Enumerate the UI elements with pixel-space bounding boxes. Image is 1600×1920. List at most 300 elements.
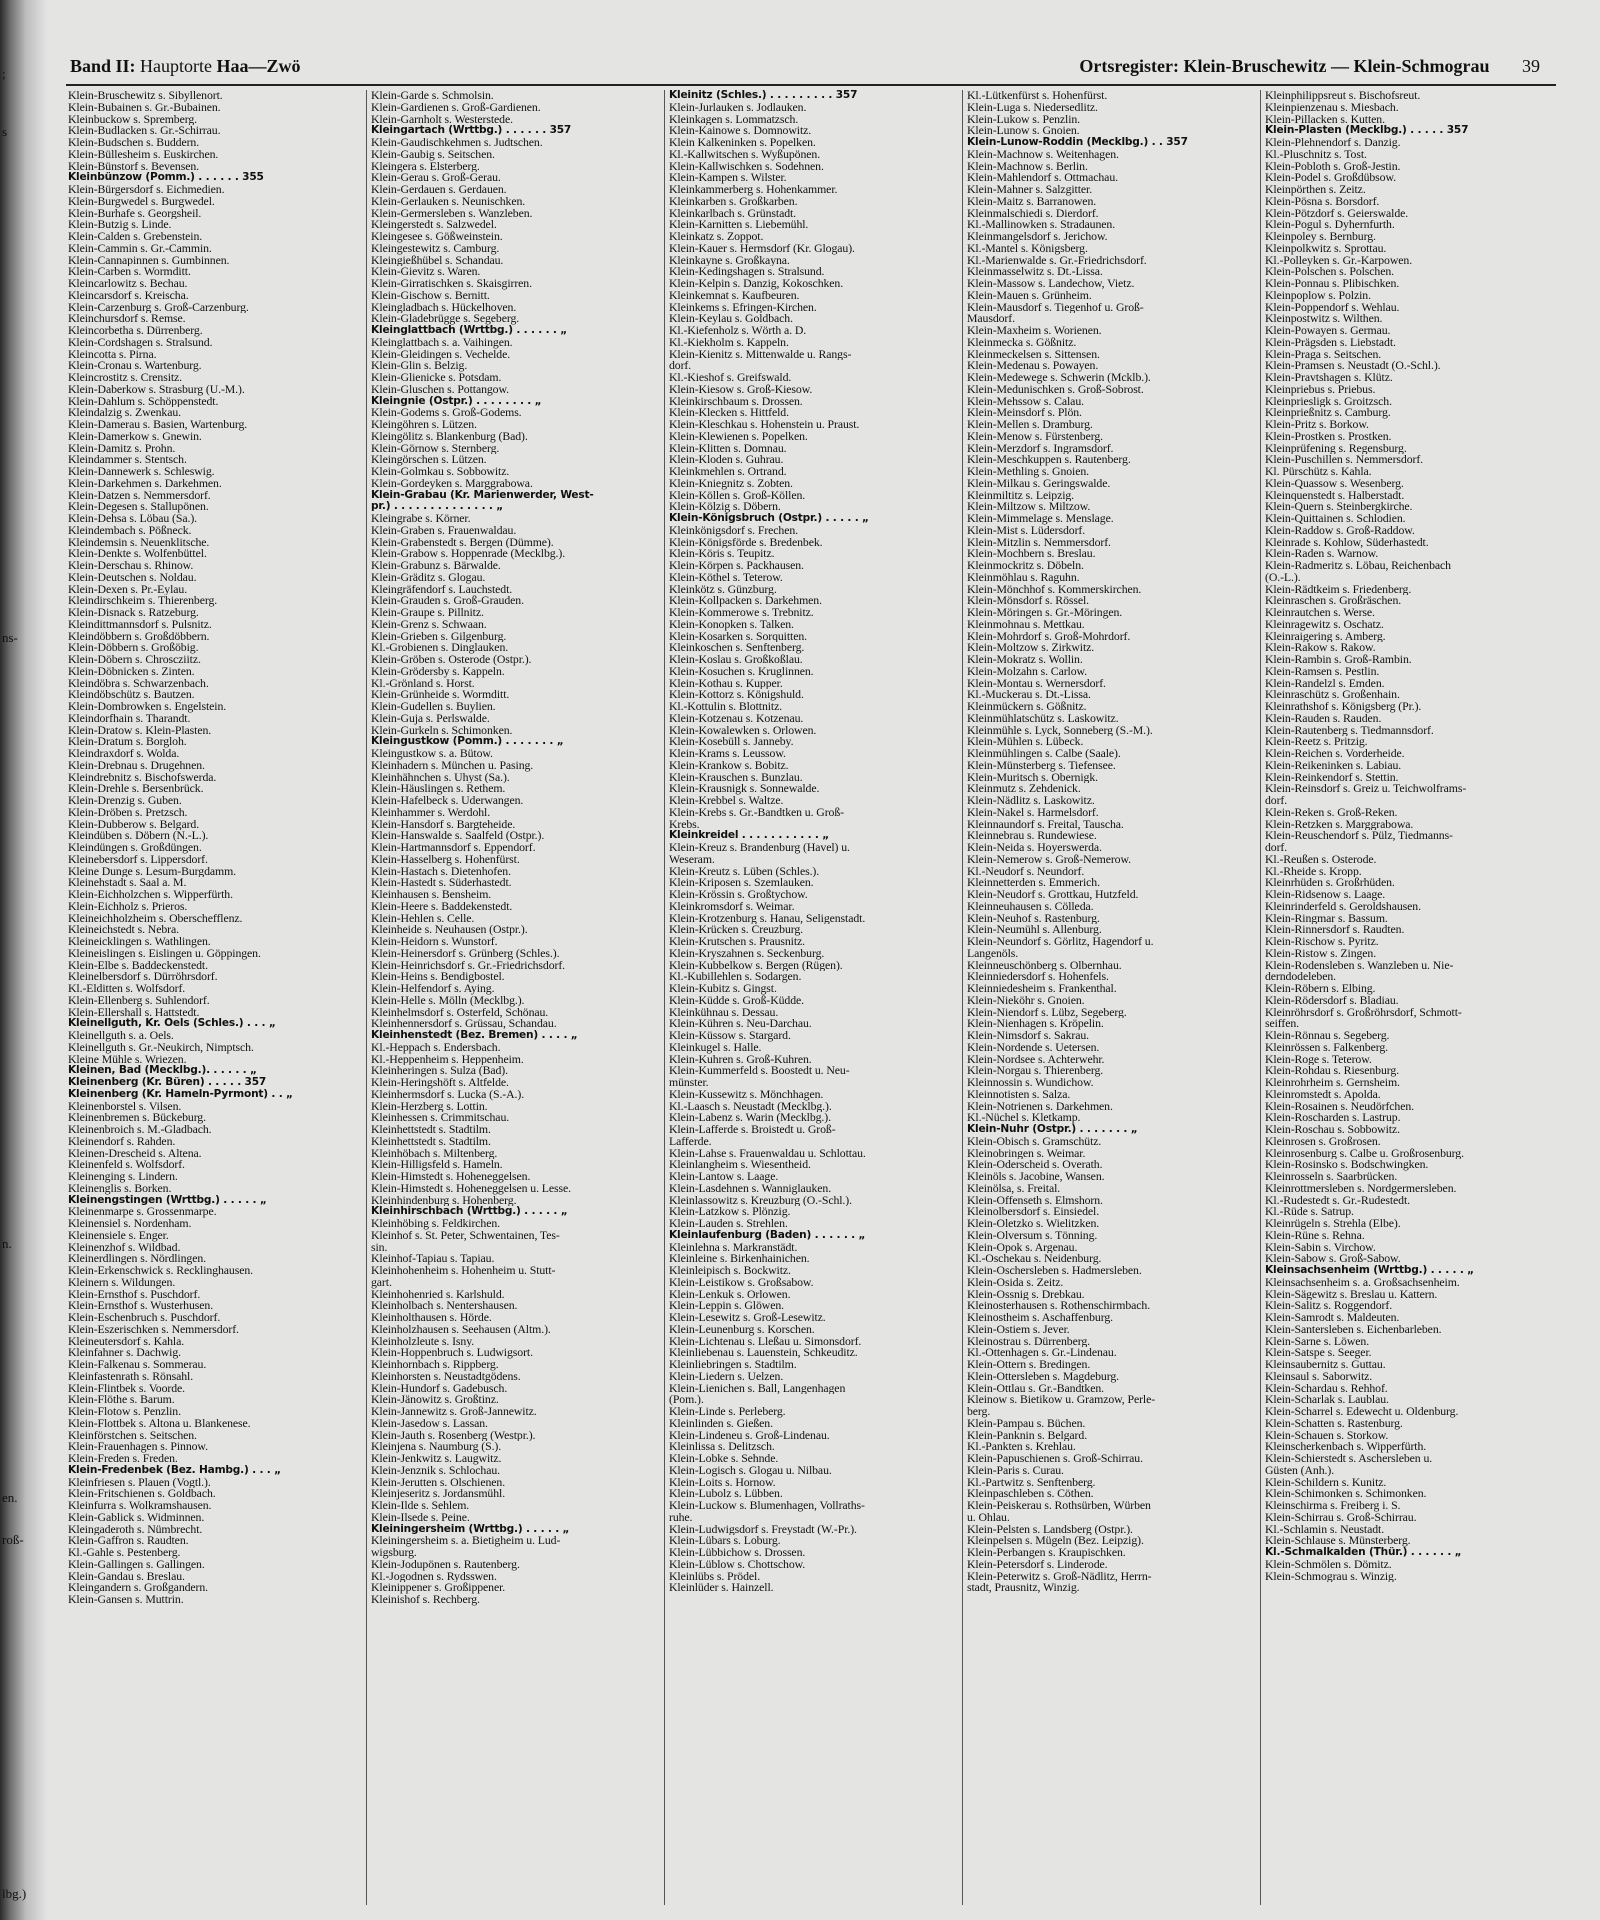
index-entry: Klein-Peterwitz s. Groß-Nädlitz, Herrn- — [967, 1570, 1152, 1583]
index-entry: Klein-Jauth s. Rosenberg (Westpr.). — [371, 1429, 536, 1442]
index-entry: Kleinrosseln s. Saarbrücken. — [1265, 1171, 1398, 1183]
index-entry: Klein-Kniegnitz s. Zobten. — [669, 477, 793, 490]
index-entry: Klein-Gröben s. Osterode (Ostpr.). — [371, 654, 532, 666]
index-entry: Klein-Mitzlin s. Nemmersdorf. — [967, 536, 1111, 549]
index-entry: Klein-Ottersleben s. Magdeburg. — [967, 1370, 1119, 1383]
index-entry: Klein-Quittainen s. Schlodien. — [1265, 513, 1406, 525]
index-columns — [68, 90, 1558, 1905]
index-entry: Kleinglattbach (Wrttbg.) . . . . . . „ — [371, 325, 567, 336]
index-entry: Klein-Schildern s. Kunitz. — [1265, 1476, 1387, 1489]
index-entry: Klein-Nordende s. Uetersen. — [967, 1041, 1100, 1054]
index-entry: Klein-Luga s. Niedersedlitz. — [967, 101, 1098, 114]
index-entry: Kleinhohenried s. Karlshuld. — [371, 1288, 505, 1301]
index-entry: Klein-Meinsdorf s. Plön. — [967, 407, 1082, 419]
index-entry: Kleinosterhausen s. Rothenschirmbach. — [967, 1300, 1151, 1312]
index-entry: Kleinpörthen s. Zeitz. — [1265, 184, 1366, 196]
index-entry: Klein-Garnholt s. Westerstede. — [371, 113, 513, 126]
index-entry: Kleinrautchen s. Werse. — [1265, 607, 1375, 619]
index-entry: Kleinkarlbach s. Grünstadt. — [669, 207, 797, 220]
index-entry: Kleinkammerberg s. Hohenkammer. — [669, 184, 838, 196]
index-entry: Kleineislingen s. Eislingen u. Göppingen. — [68, 947, 261, 960]
index-entry: Kleinquenstedt s. Halberstadt. — [1265, 489, 1405, 502]
index-entry: Kleinhornbach s. Rippberg. — [371, 1359, 499, 1371]
index-entry: Klein-Kottorz s. Königshuld. — [669, 689, 804, 701]
index-entry: Klein-Hoppenbruch s. Ludwigsort. — [371, 1347, 533, 1359]
index-entry: Klein-Döbern s. Chroscziitz. — [68, 654, 201, 666]
index-entry: Klein-Medewege s. Schwerin (Mcklb.). — [967, 372, 1151, 384]
index-entry: Klein-Graben s. Frauenwaldau. — [371, 524, 517, 537]
index-entry: Kleinrügeln s. Strehla (Elbe). — [1265, 1218, 1401, 1230]
index-entry: Kleinengstingen (Wrttbg.) . . . . . „ — [68, 1194, 267, 1206]
index-entry: Klein-Gaudischkehmen s. Judtschen. — [371, 137, 543, 149]
index-entry: Klein-Karnitten s. Liebemühl. — [669, 219, 809, 231]
index-entry: Klein-Lenkuk s. Orlowen. — [669, 1288, 791, 1301]
index-entry: Klein-Gerlauken s. Neunischken. — [371, 195, 526, 208]
index-entry: Klein-Hasselberg s. Hohenfürst. — [371, 853, 520, 866]
index-entry: Kleine Dunge s. Lesum-Burgdamm. — [68, 865, 237, 878]
index-entry: Klein-Lauden s. Strehlen. — [669, 1218, 788, 1230]
index-entry: Mausdorf. — [967, 313, 1015, 325]
index-entry: Kleinhessen s. Crimmitschau. — [371, 1112, 510, 1124]
index-entry: Kleingandern s. Großgandern. — [68, 1582, 209, 1594]
index-entry: Kleinrottmersleben s. Nordgermersleben. — [1265, 1182, 1457, 1195]
index-entry: Klein-Gaubig s. Seitschen. — [371, 148, 495, 161]
index-entry: Klein-Pravtshagen s. Klütz. — [1265, 372, 1393, 384]
index-entry: Klein-Luckow s. Blumenhagen, Vollraths- — [669, 1500, 865, 1512]
index-entry: Kl.-Rudestedt s. Gr.-Rudestedt. — [1265, 1194, 1411, 1207]
index-entry: u. Ohlau. — [967, 1511, 1010, 1524]
index-entry: Kleinmöhlau s. Raguhn. — [967, 571, 1080, 584]
index-entry: Klein-Leunenburg s. Korschen. — [669, 1323, 815, 1336]
index-entry: derndodeleben. — [1265, 971, 1336, 983]
index-entry: Klein-Rinnersdorf s. Raudten. — [1265, 924, 1405, 936]
index-entry: Kleinen, Bad (Mecklbg.). . . . . . „ — [68, 1065, 257, 1077]
index-entry: Kleinfriesen s. Plauen (Vogtl.). — [68, 1476, 211, 1489]
index-entry: Klein-Ridsenow s. Laage. — [1265, 889, 1386, 901]
index-entry: Klein-Moltzow s. Zirkwitz. — [967, 642, 1095, 654]
index-entry: Klein-Mellen s. Dramburg. — [967, 419, 1093, 431]
index-entry: Klein-Godems s. Groß-Godems. — [371, 407, 522, 419]
index-entry: Kleinkatz s. Zoppot. — [669, 231, 764, 243]
index-entry: Kleinlüder s. Hainzell. — [669, 1582, 774, 1594]
index-entry: Klein-Lunow s. Gnoien. — [967, 125, 1080, 137]
index-entry: Klein-Nordsee s. Achterwehr. — [967, 1053, 1105, 1066]
index-entry: Klein-Kryszahnen s. Seckenburg. — [669, 947, 825, 960]
index-entry: Klein-Degesen s. Stallupönen. — [68, 501, 209, 513]
index-entry: Kleinneuschönberg s. Olbernhau. — [967, 959, 1122, 972]
index-entry: Kleinschirma s. Freiberg i. S. — [1265, 1500, 1401, 1512]
index-entry: Klein-Guja s. Perlswalde. — [371, 712, 490, 725]
index-entry: Klein-Lasdehnen s. Wanniglauken. — [669, 1182, 832, 1195]
index-entry: Klein-Gleidingen s. Vechelde. — [371, 348, 511, 361]
index-entry: Kleinpelsen s. Mügeln (Bez. Leipzig). — [967, 1535, 1144, 1547]
index-entry: Klein-Ilsede s. Peine. — [371, 1511, 470, 1524]
index-entry: Klein-Dexen s. Pr.-Eylau. — [68, 583, 188, 596]
index-entry: Klein-Gischow s. Bernitt. — [371, 289, 490, 302]
index-entry: Klein-Dubberow s. Belgard. — [68, 818, 200, 831]
index-entry: Klein-Nienhagen s. Kröpelin. — [967, 1018, 1104, 1030]
index-entry: Kleinhennersdorf s. Grüssau, Schandau. — [371, 1018, 557, 1030]
index-entry: Klein-Mohrdorf s. Groß-Mohrdorf. — [967, 630, 1131, 643]
index-entry: Klein-Königsförde s. Bredenbek. — [669, 536, 823, 549]
index-entry: Klein-Miltzow s. Miltzow. — [967, 501, 1091, 513]
index-entry: Kleindöbschütz s. Bautzen. — [68, 689, 195, 701]
index-entry: Kleinhähnchen s. Uhyst (Sa.). — [371, 771, 510, 784]
index-entry: Klein-Kreuz s. Brandenburg (Havel) u. — [669, 842, 850, 854]
index-entry: Klein-Ernsthof s. Puschdorf. — [68, 1288, 201, 1301]
index-entry: Kleingörschen s. Lützen. — [371, 454, 487, 466]
index-entry: Kleindöbra s. Schwarzenbach. — [68, 677, 209, 690]
index-entry: Klein-Mönchhof s. Kommerskirchen. — [967, 583, 1142, 596]
index-entry: Kl. Pürschütz s. Kahla. — [1265, 466, 1372, 478]
index-entry: Klein-Polschen s. Polschen. — [1265, 266, 1395, 278]
index-entry: Klein-Jenkwitz s. Laugwitz. — [371, 1453, 502, 1465]
index-entry: Klein-Nieköhr s. Gnoien. — [967, 994, 1085, 1007]
index-entry: Klein-Heins s. Bendigbostel. — [371, 971, 505, 983]
index-entry: Klein-Lüblow s. Chottschow. — [669, 1558, 806, 1571]
binding-fragment: ns- — [2, 630, 18, 645]
index-entry: Kleingustkow s. a. Bütow. — [371, 748, 493, 760]
index-entry: Kl.-Rüde s. Satrup. — [1265, 1206, 1354, 1218]
index-entry: Kleinenbremen s. Bückeburg. — [68, 1112, 206, 1124]
index-entry: Klein-Kallwischken s. Sodehnen. — [669, 160, 824, 173]
index-entry: Kleinsachsenheim s. a. Großsachsenheim. — [1265, 1276, 1460, 1289]
index-entry: Klein-Disnack s. Ratzeburg. — [68, 607, 199, 619]
index-entry: Klein-Rosainen s. Neudörfchen. — [1265, 1100, 1415, 1113]
index-entry: Kl.-Jogodnen s. Rydsswen. — [371, 1570, 497, 1583]
index-entry: Klein-Pobloth s. Groß-Jestin. — [1265, 160, 1401, 173]
index-entry: Klein-Paris s. Curau. — [967, 1464, 1064, 1477]
index-entry: Kleinitz (Schles.) . . . . . . . . . 357 — [669, 90, 858, 101]
index-entry: Klein-Leistikow s. Großsabow. — [669, 1276, 814, 1289]
index-entry: Klein-Nuhr (Ostpr.) . . . . . . . „ — [967, 1124, 1138, 1135]
index-entry: Klein-Kummerfeld s. Boostedt u. Neu- — [669, 1065, 850, 1077]
index-entry: Kleinholzleute s. Isny. — [371, 1335, 475, 1348]
index-entry: Klein-Rüne s. Rehna. — [1265, 1229, 1365, 1242]
index-entry: Kl.-Muckerau s. Dt.-Lissa. — [967, 689, 1091, 701]
index-entry: Klein-Daberkow s. Strasburg (U.-M.). — [68, 383, 245, 396]
index-entry: Kleinow s. Bietikow u. Gramzow, Perle- — [967, 1394, 1156, 1406]
index-entry: Kleindemsin s. Neuenklitsche. — [68, 536, 210, 549]
index-entry: Klein-Heere s. Baddekenstedt. — [371, 900, 513, 913]
index-entry: Klein-Gardienen s. Groß-Gardienen. — [371, 101, 541, 114]
index-entry: Klein-Schierstedt s. Aschersleben u. — [1265, 1453, 1433, 1465]
index-entry: Kleinrathshof s. Königsberg (Pr.). — [1265, 701, 1422, 713]
index-entry: Klein-Denkte s. Wolfenbüttel. — [68, 548, 207, 560]
index-entry: Kleinholzhausen s. Seehausen (Altm.). — [371, 1323, 551, 1336]
index-entry: Klein-Burgwedel s. Burgwedel. — [68, 195, 215, 208]
index-entry: Klein-Rauden s. Rauden. — [1265, 712, 1382, 725]
index-entry: Kleine Mühle s. Wriezen. — [68, 1053, 187, 1066]
index-entry: Klein-Herzberg s. Lottin. — [371, 1100, 488, 1113]
index-entry: Klein-Neuhof s. Rastenburg. — [967, 912, 1100, 925]
index-entry: Kleindirschkeim s. Thierenberg. — [68, 595, 218, 607]
index-entry: Kleinfahner s. Dachwig. — [68, 1347, 182, 1359]
index-entry: Klein-Grünheide s. Wormditt. — [371, 689, 510, 701]
index-entry: Klein-Osida s. Zeitz. — [967, 1276, 1064, 1289]
index-entry: Kleinmecka s. Gößnitz. — [967, 336, 1077, 349]
index-entry: Kleinerdlingen s. Nördlingen. — [68, 1253, 206, 1265]
index-entry: Klein-Hansdorf s. Bargteheide. — [371, 818, 516, 831]
index-entry: Kleinpolkwitz s. Sprottau. — [1265, 242, 1387, 255]
index-entry: Klein-Pelsten s. Landsberg (Ostpr.). — [967, 1523, 1133, 1536]
index-entry: Klein-Konopken s. Talken. — [669, 618, 794, 631]
index-entry: Klein-Schmograu s. Winzig. — [1265, 1570, 1397, 1583]
index-entry: Kleinellguth s. a. Oels. — [68, 1030, 174, 1042]
index-entry: Kleinostrau s. Dürrenberg. — [967, 1335, 1090, 1348]
index-entry: Krebs. — [669, 818, 700, 831]
index-entry: Klein-Budlacken s. Gr.-Schirrau. — [68, 125, 221, 137]
index-entry: Klein-Sabin s. Virchow. — [1265, 1241, 1376, 1254]
index-entry: Kl.-Marienwalde s. Gr.-Friedrichsdorf. — [967, 254, 1147, 267]
index-entry: Klein-Dahlum s. Schöppenstedt. — [68, 395, 219, 408]
index-entry: Klein-Hundorf s. Gadebusch. — [371, 1382, 508, 1395]
index-entry: Klein-Görnow s. Sternberg. — [371, 442, 500, 455]
index-entry: Klein-Koslau s. Großkoßlau. — [669, 654, 803, 666]
index-entry: Kleinöls s. Jacobine, Wansen. — [967, 1171, 1105, 1183]
index-entry: Klein-Pampau s. Büchen. — [967, 1417, 1086, 1430]
page-number: 39 — [1522, 56, 1540, 76]
index-entry: Klein-Nemerow s. Groß-Nemerow. — [967, 853, 1131, 866]
index-entry: Klein-Mausdorf s. Tiegenhof u. Groß- — [967, 301, 1144, 314]
index-entry: Kleinhelmsdorf s. Osterfeld, Schönau. — [371, 1006, 549, 1019]
index-entry: Kleinkromsdorf s. Weimar. — [669, 900, 795, 913]
index-entry: Kleinneuhausen s. Cölleda. — [967, 900, 1094, 913]
index-entry: Kleinrade s. Kohlow, Süderhastedt. — [1265, 536, 1429, 549]
index-entry: Kleinhof-Tapiau s. Tapiau. — [371, 1253, 495, 1265]
index-entry: Kleindammer s. Stentsch. — [68, 454, 187, 466]
index-entry: Klein-Bürgersdorf s. Eichmedien. — [68, 184, 225, 196]
index-entry: Klein-Ossnig s. Drebkau. — [967, 1288, 1085, 1301]
index-entry: Klein-Radmeritz s. Löbau, Reichenbach — [1265, 560, 1451, 572]
index-entry: Kleinpaschleben s. Cöthen. — [967, 1488, 1094, 1500]
index-entry: Kl.-Schlamin s. Neustadt. — [1265, 1523, 1385, 1536]
index-entry: Klein-Krankow s. Bobitz. — [669, 759, 789, 772]
index-entry: Klein-Himstedt s. Hoheneggelsen u. Lesse. — [371, 1182, 572, 1195]
index-entry: Klein-Dratum s. Borgloh. — [68, 736, 187, 748]
index-entry: Klein-Rautenberg s. Tiedmannsdorf. — [1265, 724, 1434, 737]
index-entry: Klein-Merzdorf s. Ingramsdorf. — [967, 442, 1114, 455]
index-entry: Kleinkmehlen s. Ortrand. — [669, 466, 787, 478]
index-entry: Klein-Kiesow s. Groß-Kiesow. — [669, 383, 813, 396]
index-entry: Klein-Kauer s. Hermsdorf (Kr. Glogau). — [669, 242, 855, 255]
volume-label — [70, 56, 301, 77]
index-entry: Kleinehstadt s. Saal a. M. — [68, 877, 187, 889]
index-entry: Weseram. — [669, 853, 715, 866]
index-entry: Kleinpoplow s. Polzin. — [1265, 289, 1371, 302]
index-entry: Klein-Scharlak s. Laublau. — [1265, 1394, 1389, 1406]
index-entry: Klein-Schirrau s. Groß-Schirrau. — [1265, 1511, 1417, 1524]
index-entry: Kleincrostitz s. Crensitz. — [68, 372, 183, 384]
header-rule — [66, 84, 1556, 86]
index-entry: Klein-Lafferde s. Broistedt u. Groß- — [669, 1124, 836, 1136]
index-entry: Klein-Ernsthof s. Wusterhusen. — [68, 1300, 214, 1312]
index-entry: Kleinkems s. Efringen-Kirchen. — [669, 301, 817, 314]
index-entry: Klein-Sarne s. Löwen. — [1265, 1335, 1370, 1348]
index-entry: Klein-Deutschen s. Noldau. — [68, 571, 197, 584]
register-label — [1079, 56, 1540, 77]
index-entry: Klein-Büllesheim s. Euskirchen. — [68, 148, 219, 161]
index-entry: Klein-Dombrowken s. Engelstein. — [68, 701, 227, 713]
index-entry: Kleindrebnitz s. Bischofswerda. — [68, 771, 217, 784]
index-entry: Klein-Ramsen s. Pestlin. — [1265, 665, 1380, 678]
index-entry: Klein-Liedern s. Uelzen. — [669, 1370, 784, 1383]
index-entry: Klein-Plasten (Mecklbg.) . . . . . 357 — [1265, 125, 1469, 137]
index-entry: Klein-Möringen s. Gr.-Möringen. — [967, 607, 1123, 619]
index-entry: Klein-Kollpacken s. Darkehmen. — [669, 595, 822, 607]
index-entry: Kleineicklingen s. Wathlingen. — [68, 936, 211, 948]
index-entry: Klein-Reetz s. Pritzig. — [1265, 736, 1368, 748]
index-entry: Kleinsaubernitz s. Guttau. — [1265, 1359, 1386, 1371]
index-entry: Klein-Loits s. Hornow. — [669, 1476, 776, 1489]
index-entry: Kl.-Grobienen s. Dinglauken. — [371, 642, 509, 654]
index-entry: Klein-Machnow s. Berlin. — [967, 160, 1088, 173]
index-entry: Kleinrosenburg s. Calbe u. Großrosenburg. — [1265, 1147, 1464, 1160]
index-entry: Klein-Golmkau s. Sobbowitz. — [371, 466, 510, 478]
index-entry: Klein-Keylau s. Goldbach. — [669, 313, 793, 325]
index-entry: Kl.-Kubillehlen s. Sodargen. — [669, 971, 802, 983]
index-entry: Kleindembach s. Pößneck. — [68, 524, 192, 537]
index-entry: Kleinkühnau s. Dessau. — [669, 1006, 779, 1019]
index-column-1 — [68, 90, 360, 1905]
index-entry: Klein-Girratischken s. Skaisgirren. — [371, 278, 532, 290]
index-entry: Klein-Rodensleben s. Wanzleben u. Nie- — [1265, 959, 1454, 972]
index-entry: Klein-Rakow s. Rakow. — [1265, 642, 1376, 654]
index-entry: Kl.-Polleyken s. Gr.-Karpowen. — [1265, 254, 1413, 267]
index-entry: münster. — [669, 1077, 709, 1089]
index-entry: Kleinmohnau s. Mettkau. — [967, 618, 1085, 631]
index-entry: Klein-Kommerowe s. Trebnitz. — [669, 607, 814, 619]
index-entry: Klein-Gandau s. Breslau. — [68, 1570, 185, 1583]
index-entry: Klein-Körpen s. Packhausen. — [669, 560, 804, 572]
index-entry: Kleinpostwitz s. Wilthen. — [1265, 313, 1383, 325]
index-entry: Klein-Cannapinnen s. Gumbinnen. — [68, 254, 230, 267]
index-entry: Kleinnossin s. Wundichow. — [967, 1077, 1094, 1089]
index-entry: Klein-Drehle s. Bersenbrück. — [68, 783, 204, 795]
index-entry: Klein-Ponnau s. Plibischken. — [1265, 278, 1400, 290]
index-entry: Klein-Gerau s. Groß-Gerau. — [371, 172, 501, 184]
index-entry: stadt, Prausnitz, Winzig. — [967, 1582, 1080, 1594]
index-entry: Kleinmühle s. Lyck, Sonneberg (S.-M.). — [967, 724, 1153, 737]
index-entry: Klein-Jurlauken s. Jodlauken. — [669, 101, 807, 114]
index-entry: Klein-Obisch s. Gramschütz. — [967, 1135, 1102, 1148]
index-entry: Kleinnotisten s. Salza. — [967, 1088, 1071, 1101]
index-entry: Klein-Pogul s. Dyhernfurth. — [1265, 219, 1395, 231]
index-entry: Klein-Carben s. Wormditt. — [68, 266, 191, 278]
index-entry: Klein-Grabenstedt s. Bergen (Dümme). — [371, 536, 554, 549]
index-entry: Klein-Reken s. Groß-Reken. — [1265, 806, 1398, 819]
index-entry: Klein-Norgau s. Thierenberg. — [967, 1065, 1104, 1077]
index-entry: Klein-Jodupönen s. Rautenberg. — [371, 1558, 520, 1571]
index-entry: Kleineutersdorf s. Kahla. — [68, 1335, 185, 1348]
index-entry: Klein-Quern s. Steinbergkirche. — [1265, 501, 1413, 513]
index-entry: Kleinrössen s. Falkenberg. — [1265, 1041, 1388, 1054]
index-entry: Klein-Mahner s. Salzgitter. — [967, 184, 1093, 196]
index-entry: Klein-Heidorn s. Wunstorf. — [371, 936, 498, 948]
index-entry: Kleineichstedt s. Nebra. — [68, 924, 179, 936]
index-entry: Kleingaderoth s. Nümbrecht. — [68, 1523, 203, 1536]
index-entry: Kleingestewitz s. Camburg. — [371, 242, 500, 255]
index-entry: Klein-Hanswalde s. Saalfeld (Ostpr.). — [371, 830, 545, 842]
index-entry: Kleinkoschen s. Senftenberg. — [669, 642, 805, 654]
index-entry: Kleinlübs s. Prödel. — [669, 1570, 761, 1583]
index-entry: Kl.-Gahle s. Pestenberg. — [68, 1547, 181, 1559]
index-entry: Klein-Ringmar s. Bassum. — [1265, 912, 1388, 925]
index-entry: Klein-Krauschen s. Bunzlau. — [669, 771, 803, 784]
index-entry: Klein-Graupe s. Pillnitz. — [371, 607, 484, 619]
index-entry: Klein-Köris s. Teupitz. — [669, 548, 775, 560]
index-entry: Klein-Nimsdorf s. Sakrau. — [967, 1030, 1090, 1042]
index-entry: Kleinnaundorf s. Freital, Tauscha. — [967, 818, 1124, 831]
index-entry: Klein-Ludwigsdorf s. Freystadt (W.-Pr.). — [669, 1523, 857, 1536]
index-entry: ruhe. — [669, 1511, 693, 1524]
index-entry: Kleinenzhof s. Wildbad. — [68, 1241, 181, 1254]
index-entry: Kleinkayne s. Großkayna. — [669, 254, 790, 267]
index-entry: Klein-Kosebüll s. Janneby. — [669, 736, 794, 748]
index-column-3 — [664, 90, 956, 1905]
index-entry: Kl.-Kiekholm s. Kappeln. — [669, 336, 789, 349]
index-entry: Klein-Gerdauen s. Gerdauen. — [371, 184, 507, 196]
index-entry: Kleineichholzheim s. Oberschefflenz. — [68, 912, 243, 925]
index-entry: Klein-Panknin s. Belgard. — [967, 1429, 1088, 1442]
index-entry: Klein-Lübars s. Loburg. — [669, 1535, 781, 1547]
index-entry: Klein-Eszerischken s. Nemmersdorf. — [68, 1323, 239, 1336]
index-entry: Kleinen-Drescheid s. Altena. — [68, 1147, 202, 1160]
index-entry: Kl.-Heppach s. Endersbach. — [371, 1041, 501, 1054]
index-entry: Kleinenmarpe s. Grossenmarpe. — [68, 1206, 217, 1218]
page-header — [70, 56, 1540, 82]
index-entry: Kleinhöbing s. Feldkirchen. — [371, 1218, 501, 1230]
index-entry: Klein-Bünstorf s. Bevensen. — [68, 160, 199, 173]
index-entry: Kleinmühlingen s. Calbe (Saale). — [967, 748, 1121, 760]
index-entry: Klein-Reikeninken s. Labiau. — [1265, 759, 1402, 772]
index-entry: Klein-Kubitz s. Gingst. — [669, 983, 777, 995]
index-entry: Kl.-Nüchel s. Kletkamp. — [967, 1112, 1081, 1124]
index-entry: Kleinensiele s. Enger. — [68, 1229, 169, 1242]
index-entry: Kleinolbersdorf s. Einsiedel. — [967, 1206, 1100, 1218]
index-entry: Kl.-Pankten s. Krehlau. — [967, 1441, 1076, 1453]
index-entry: Klein-Jasedow s. Lassan. — [371, 1417, 488, 1430]
index-entry: Kleingerstedt s. Salzwedel. — [371, 219, 497, 231]
index-entry: Klein-Ilde s. Sehlem. — [371, 1500, 470, 1512]
index-entry: Kleinheringen s. Sulza (Bad). — [371, 1065, 508, 1077]
index-entry: Kleinprießnitz s. Camburg. — [1265, 407, 1391, 419]
index-entry: Klein-Derschau s. Rhinow. — [68, 560, 194, 572]
index-entry: Klein-Schauen s. Storkow. — [1265, 1429, 1389, 1442]
index-entry: Klein-Lichtenau s. Lleßau u. Simonsdorf. — [669, 1335, 862, 1348]
index-entry: Klein-Satspe s. Seeger. — [1265, 1347, 1372, 1359]
index-entry: Klein-Eschenbruch s. Puschdorf. — [68, 1312, 221, 1324]
index-entry: Klein-Burhafe s. Georgsheil. — [68, 207, 202, 220]
index-entry: Kleinlinden s. Gießen. — [669, 1417, 773, 1430]
index-entry: Klein Kalkeninken s. Popelken. — [669, 137, 816, 149]
index-entry: Klein-Cammin s. Gr.-Cammin. — [68, 242, 212, 255]
index-entry: Kleinkötz s. Günzburg. — [669, 583, 777, 596]
index-entry: Klein-Röbern s. Elbing. — [1265, 983, 1376, 995]
index-entry: Klein-Klewienen s. Popelken. — [669, 430, 808, 443]
index-entry: Kleinpriesligk s. Groitzsch. — [1265, 395, 1392, 408]
index-entry: Klein-Leppin s. Glöwen. — [669, 1300, 784, 1312]
index-entry: Kleinelbersdorf s. Dürröhrsdorf. — [68, 971, 218, 983]
index-entry: Kleinern s. Wildungen. — [68, 1276, 176, 1289]
index-entry: Kleinhammer s. Werdohl. — [371, 806, 491, 819]
index-entry: Kleingladbach s. Hückelhoven. — [371, 301, 517, 314]
index-entry: Klein-Mochbern s. Breslau. — [967, 548, 1096, 560]
index-entry: Kleingesee s. Gößweinstein. — [371, 231, 503, 243]
index-entry: Klein-Krausnigk s. Sonnewalde. — [669, 783, 820, 795]
index-entry: Klein-Lobke s. Sehnde. — [669, 1453, 779, 1465]
index-entry: Klein-Krössin s. Großtychow. — [669, 889, 808, 901]
